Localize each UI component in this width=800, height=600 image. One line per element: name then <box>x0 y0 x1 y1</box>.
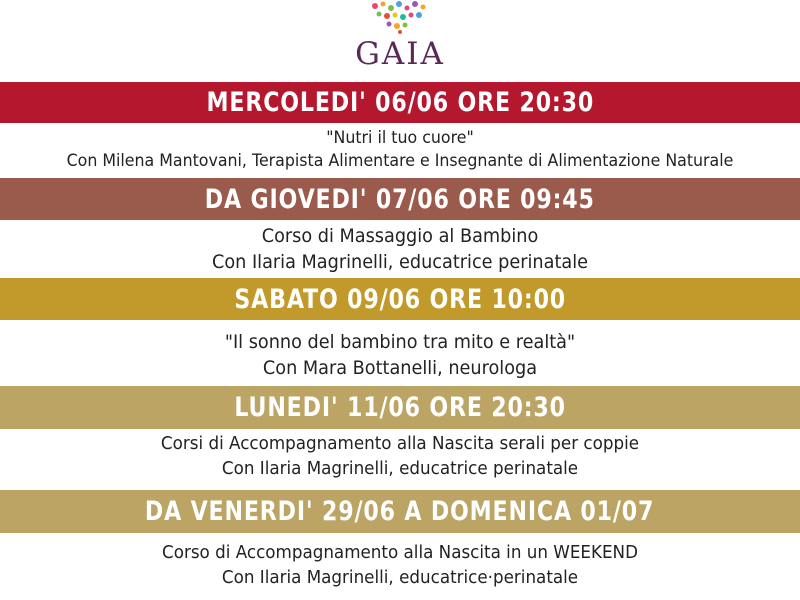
event-description-1 <box>0 127 800 173</box>
event-banner-2 <box>0 178 800 220</box>
event-line: Corsi di Accompagnamento alla Nascita serali per coppie <box>160 433 640 454</box>
event-title: DA GIOVEDI' 07/06 ORE 09:45 <box>205 183 595 215</box>
event-line: Con Ilaria Magrinelli, educatrice perinatale <box>211 251 588 273</box>
event-line: Corso di Accompagnamento alla Nascita in un WEEKEND <box>162 542 638 563</box>
event-line: "Nutri il tuo cuore" <box>326 128 474 148</box>
event-description-3 <box>0 329 800 381</box>
gaia-logo <box>345 0 455 78</box>
event-title: DA VENERDI' 29/06 A DOMENICA 01/07 <box>145 496 655 527</box>
event-title: LUNEDI' 11/06 ORE 20:30 <box>234 392 566 423</box>
event-banner-4 <box>0 386 800 429</box>
event-banner-1 <box>0 82 800 123</box>
logo-text: GAIA <box>355 36 445 72</box>
event-description-4 <box>0 431 800 481</box>
event-line: "Il sonno del bambino tra mito e realtà" <box>224 331 576 353</box>
event-description-2 <box>0 223 800 275</box>
event-description-5 <box>0 540 800 590</box>
event-line: Con Mara Bottanelli, neurologa <box>262 357 538 379</box>
event-banner-3 <box>0 278 800 320</box>
event-line: Con Ilaria Magrinelli, educatrice perinatale <box>221 458 579 479</box>
event-banner-5 <box>0 490 800 533</box>
event-line: Con Milena Mantovani, Terapista Alimentare e Insegnante di Alimentazione Naturale <box>66 151 734 171</box>
flower-cluster-icon <box>355 0 445 36</box>
event-line: Con Ilaria Magrinelli, educatrice·perinatale <box>221 567 579 588</box>
event-title: MERCOLEDI' 06/06 ORE 20:30 <box>206 87 594 118</box>
event-title: SABATO 09/06 ORE 10:00 <box>234 283 566 315</box>
event-line: Corso di Massaggio al Bambino <box>261 225 539 247</box>
